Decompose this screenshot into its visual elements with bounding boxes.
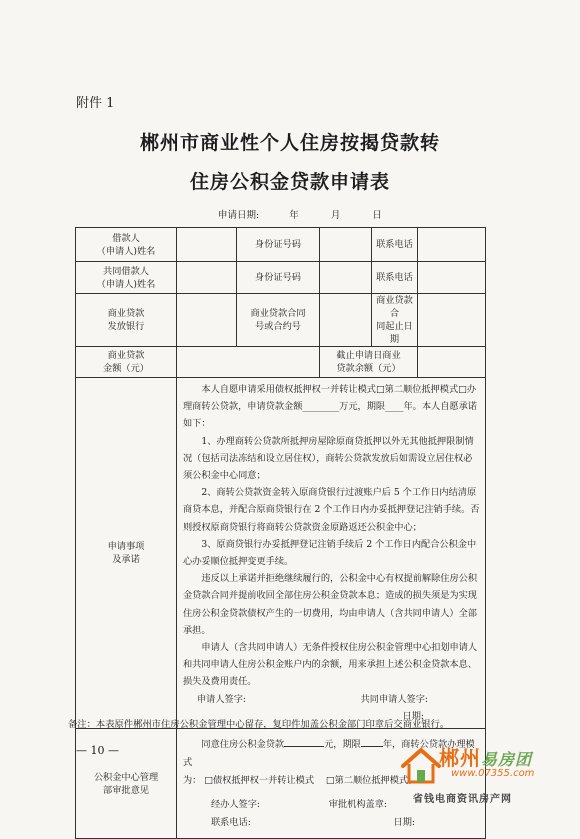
commitment-side-label: 申请事项 及承诺 [76,378,177,729]
borrower-name-label: 借款人 （申请人)姓名 [76,228,177,262]
house-icon [399,744,443,788]
borrower-phone-field[interactable] [418,228,486,262]
commitment-text [177,378,486,729]
applicant-signature-label: 申请人签字: [197,693,247,705]
borrower-phone-label: 联系电话 [372,228,418,262]
coborrower-id-label: 身份证号码 [237,262,320,294]
coborrower-phone-field[interactable] [418,262,486,294]
approver-seal-label: 审批机构盖章: [328,799,387,811]
contract-number-label: 商业贷款合同 号或合约号 [237,294,320,347]
date-month: 月 [330,210,341,221]
commitment-p1: 本人自愿申请采用债权抵押权一并转让模式□第二顺位抵押模式□办理商转公贷款，申请贷款金额________万元，期限____年。本人自愿承诺如下： [183,384,477,430]
signature-line [183,691,480,708]
approval-term-text: 元，期限 [324,739,361,751]
loan-balance-label: 截止申请日商业 贷款余额（元） [320,347,418,378]
coborrower-id-field[interactable] [320,262,372,294]
watermark-slogan: 省钱电商资讯房产网 [413,794,512,805]
watermark-brand: 郴州易房团 [439,746,533,770]
approval-phone-label: 联系电话: [211,817,251,829]
commitment-p4: 3、原商贷银行办妥抵押登记注销手续后 2 个工作日内配合公积金中心办妥顺位抵押变更手续。 [183,538,477,568]
date-year: 年 [289,210,299,221]
footer-note: 备注：本表原件郴州市住房公积金管理中心留存，复印件加盖公积金部门印章后交商业银行。 [68,719,450,730]
approval-mode-text: 年，商转公贷款办理模式 [183,739,475,769]
commitment-p5: 违反以上承诺并拒绝继续履行的，公积金中心有权提前解除住房公积金贷款合同并提前收回全部住房公积金贷款本息；造成的损失须是为实现住房公积金贷款债权产生的一切费用，均由申请人（含共同申请人）全部承担。 [183,573,478,636]
loan-bank-field[interactable] [177,294,237,347]
watermark-logo [393,742,573,812]
commitment-p6: 申请人（含共同申请人）无条件授权住房公积金管理中心扣划申请人和共同申请人住房公积金账户内的余额，用来承担上述公积金贷款本息、损失及费用责任。 [183,642,478,688]
approval-amount-text: 同意住房公积金贷款 [201,739,285,751]
borrower-name-field[interactable] [177,228,237,262]
coborrower-name-field[interactable] [177,262,237,294]
attachment-label: 附件 1 [76,96,115,111]
application-date [218,207,382,221]
loan-amount-field[interactable] [177,347,320,378]
watermark-brand-tag: 易房团 [481,750,533,769]
form-title-line2: 住房公积金贷款申请表 [189,171,390,193]
contract-term-field[interactable] [418,294,486,347]
date-label: 申请日期: [218,210,260,221]
loan-bank-label: 商业贷款 发放银行 [76,294,177,347]
coborrower-phone-label: 联系电话 [372,262,418,294]
loan-balance-field[interactable] [418,347,486,378]
approval-date-label: 日期: [393,817,415,829]
commitment-p3: 2、商转公贷款资金转入原商贷银行过渡账户后 5 个工作日内结清原商贷本息，并配合原商贷银行在 2 个工作日内办妥抵押登记注销手续。否则授权原商贷银行将商转公贷款资金原路返还公积金中心； [183,487,480,533]
mode-option-second-mortgage[interactable]: □第二顺位抵押模式。 [325,775,418,787]
loan-amount-label: 商业贷款 金额（元） [76,347,177,378]
form-title-line1: 郴州市商业性个人住房按揭贷款转 [139,132,440,154]
watermark-url: www.07355.com [451,768,535,779]
commitment-date-label: 日期: [402,710,424,722]
borrower-id-field[interactable] [320,228,372,262]
mode-option-transfer[interactable]: □债权抵押权一并转让模式 [204,775,315,787]
approval-side-label: 公积金中心管理 部审批意见 [76,729,177,839]
approval-amount-blank[interactable] [284,735,324,747]
approval-mode-prefix: 为： [183,775,202,787]
contract-number-field[interactable] [320,294,372,347]
borrower-id-label: 身份证号码 [237,228,320,262]
coborrower-name-label: 共同借款人 （申请人)姓名 [76,262,177,294]
contract-term-label: 商业贷款合 同起止日期 [372,294,418,347]
commitment-p2: 1、办理商转公贷款所抵押房屋除原商贷抵押以外无其他抵押限制情况（包括司法冻结和设立居住权），商转公贷款发放后如需设立居住权必须公积金中心同意； [183,435,474,482]
date-day: 日 [372,210,382,221]
co-applicant-signature-label: 共同申请人签字: [360,693,428,705]
handler-signature-label: 经办人签字: [211,799,261,811]
approval-term-blank[interactable] [361,735,383,747]
page-number: — 10 — [76,744,119,757]
